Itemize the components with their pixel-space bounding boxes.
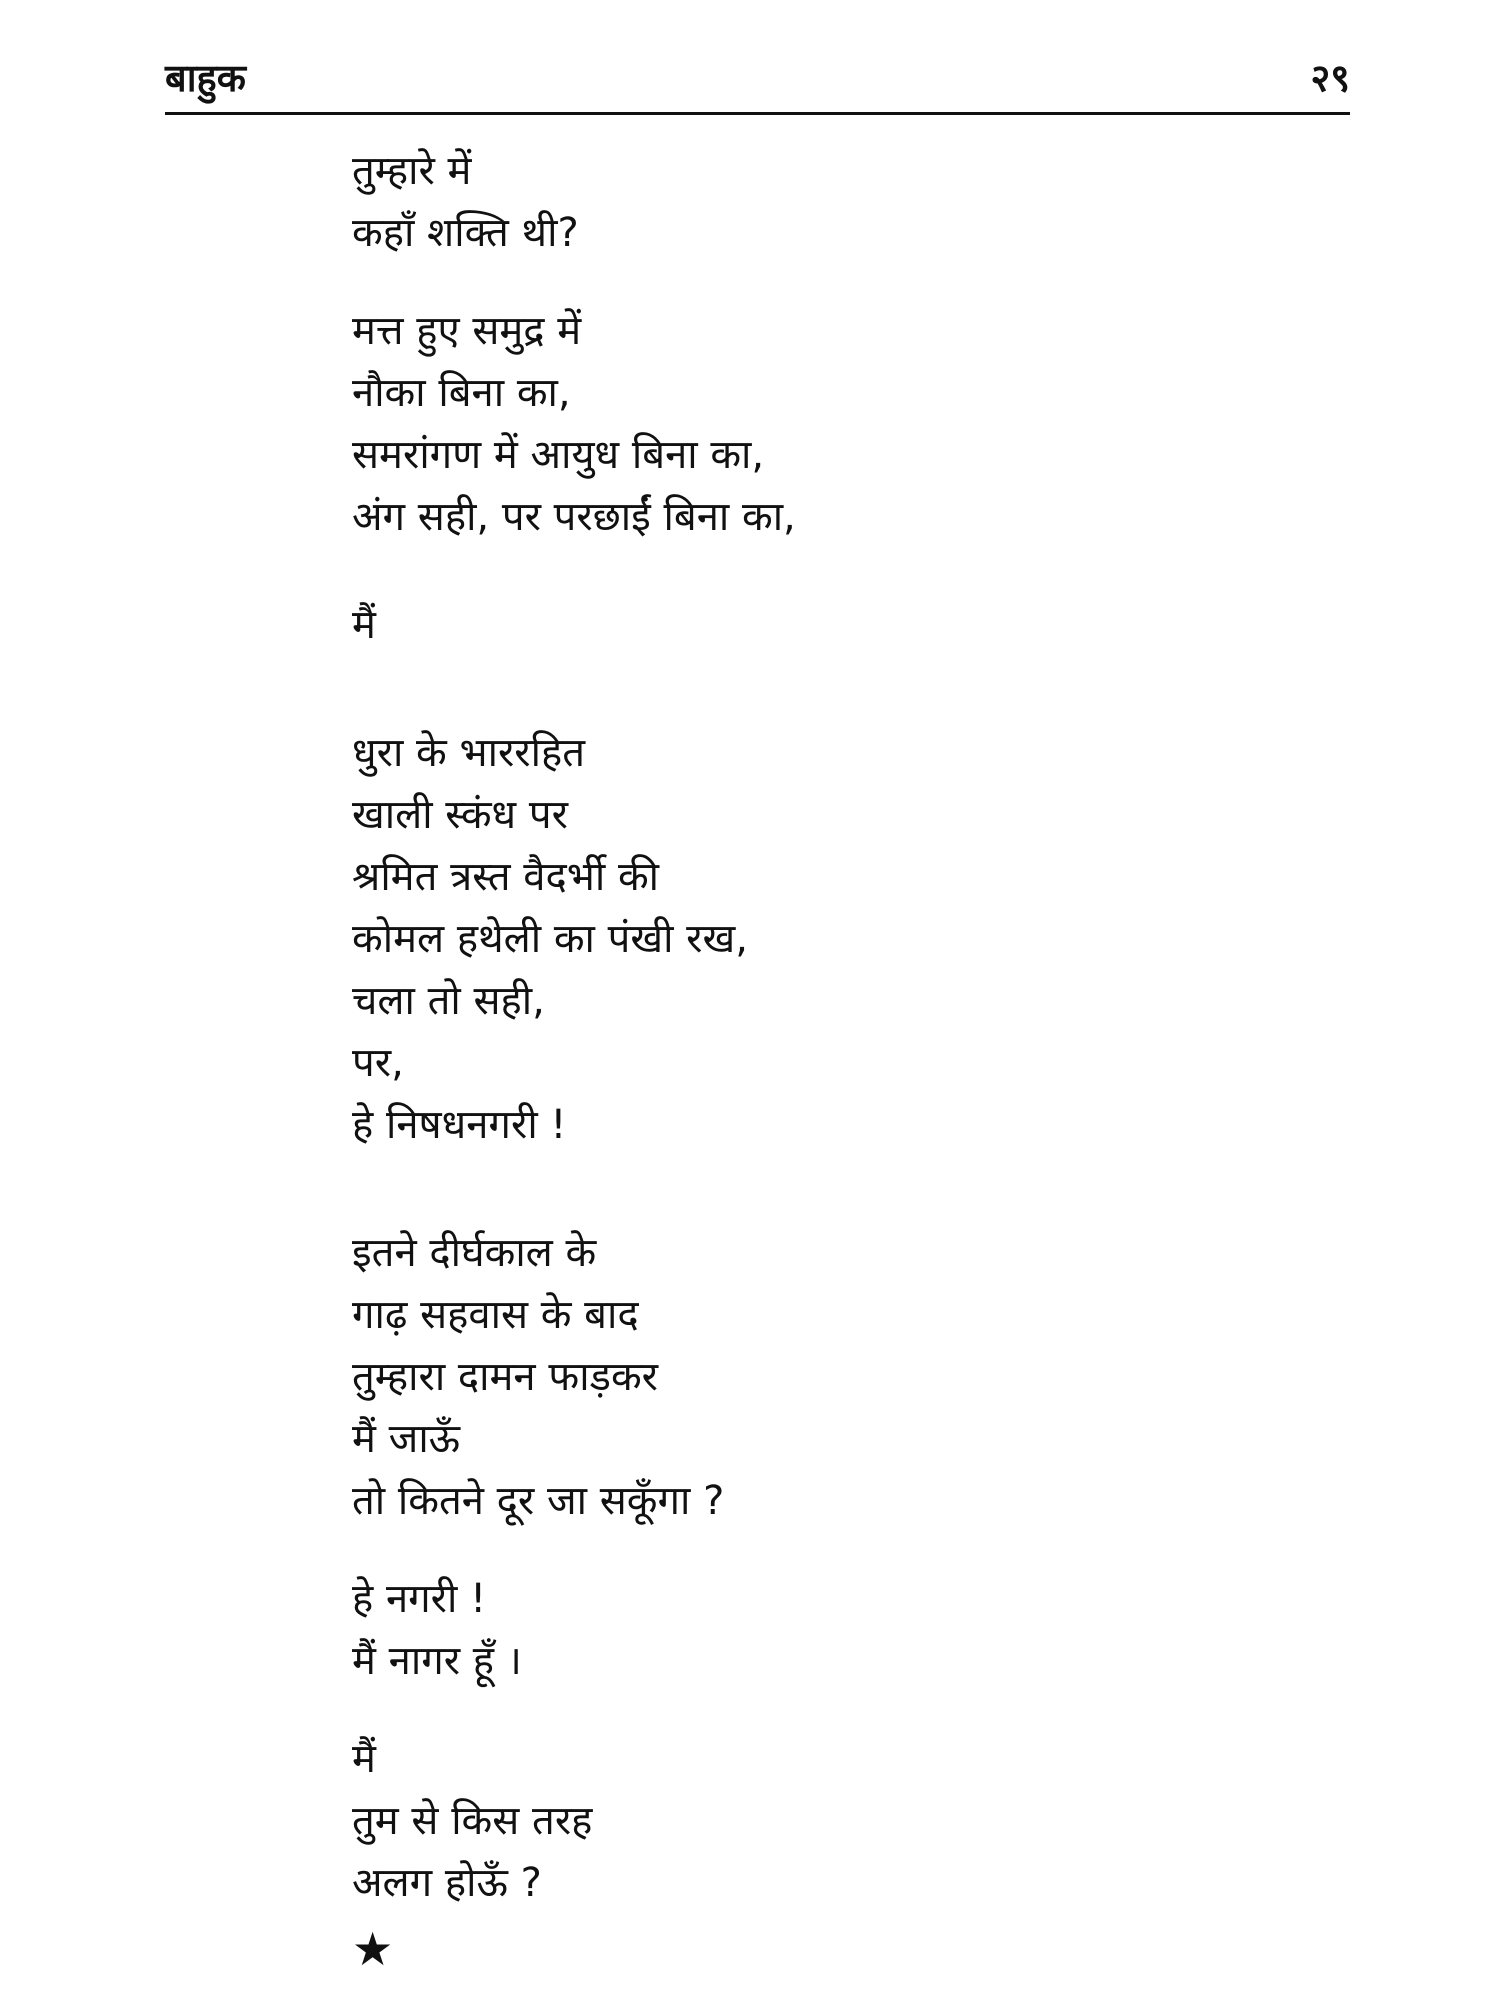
stanza-3 [352, 594, 1252, 656]
poem-line: अलग होऊँ ? [352, 1860, 542, 1906]
stanza-5 [352, 1222, 1252, 1532]
poem-line: श्रमित त्रस्त वैदर्भी की [352, 854, 660, 900]
poem-line: तुम्हारा दामन फाड़कर [352, 1354, 659, 1400]
poem-body [352, 140, 1252, 1980]
poem-line: मैं [352, 602, 376, 648]
star-icon: ★ [352, 1922, 394, 1976]
stanza-4 [352, 722, 1252, 1156]
poem-line: हे निषधनगरी ! [352, 1102, 567, 1148]
poem-line: तुम्हारे में [352, 148, 472, 194]
stanza-2 [352, 300, 1252, 548]
poem-line: कहाँ शक्ति थी? [352, 210, 579, 256]
poem-line: नौका बिना का, [352, 370, 571, 416]
stanza-1 [352, 140, 1252, 264]
poem-line: मैं जाऊँ [352, 1416, 461, 1462]
poem-line: खाली स्कंध पर [352, 792, 568, 838]
poem-line: तो कितने दूर जा सकूँगा ? [352, 1478, 725, 1524]
page-number: २९ [1310, 56, 1350, 100]
poem-line: कोमल हथेली का पंखी रख, [352, 916, 748, 962]
poem-line: हे नगरी ! [352, 1576, 487, 1622]
running-header [165, 52, 1350, 104]
poem-line: पर, [352, 1040, 404, 1086]
stanza-6 [352, 1568, 1252, 1692]
poem-line: समरांगण में आयुध बिना का, [352, 432, 765, 478]
poem-line: अंग सही, पर परछाईं बिना का, [352, 494, 796, 540]
poem-line: गाढ़ सहवास के बाद [352, 1292, 639, 1338]
stanza-7 [352, 1728, 1252, 1914]
poem-line: चला तो सही, [352, 978, 545, 1024]
poem-line: इतने दीर्घकाल के [352, 1230, 597, 1276]
poem-line: मत्त हुए समुद्र में [352, 308, 582, 354]
poem-line: धुरा के भाररहित [352, 730, 586, 776]
poem-line: तुम से किस तरह [352, 1798, 593, 1844]
header-rule [165, 112, 1350, 115]
poem-line: मैं नागर हूँ । [352, 1638, 522, 1684]
poem-line: मैं [352, 1736, 376, 1782]
running-title: बाहुक [165, 56, 246, 100]
